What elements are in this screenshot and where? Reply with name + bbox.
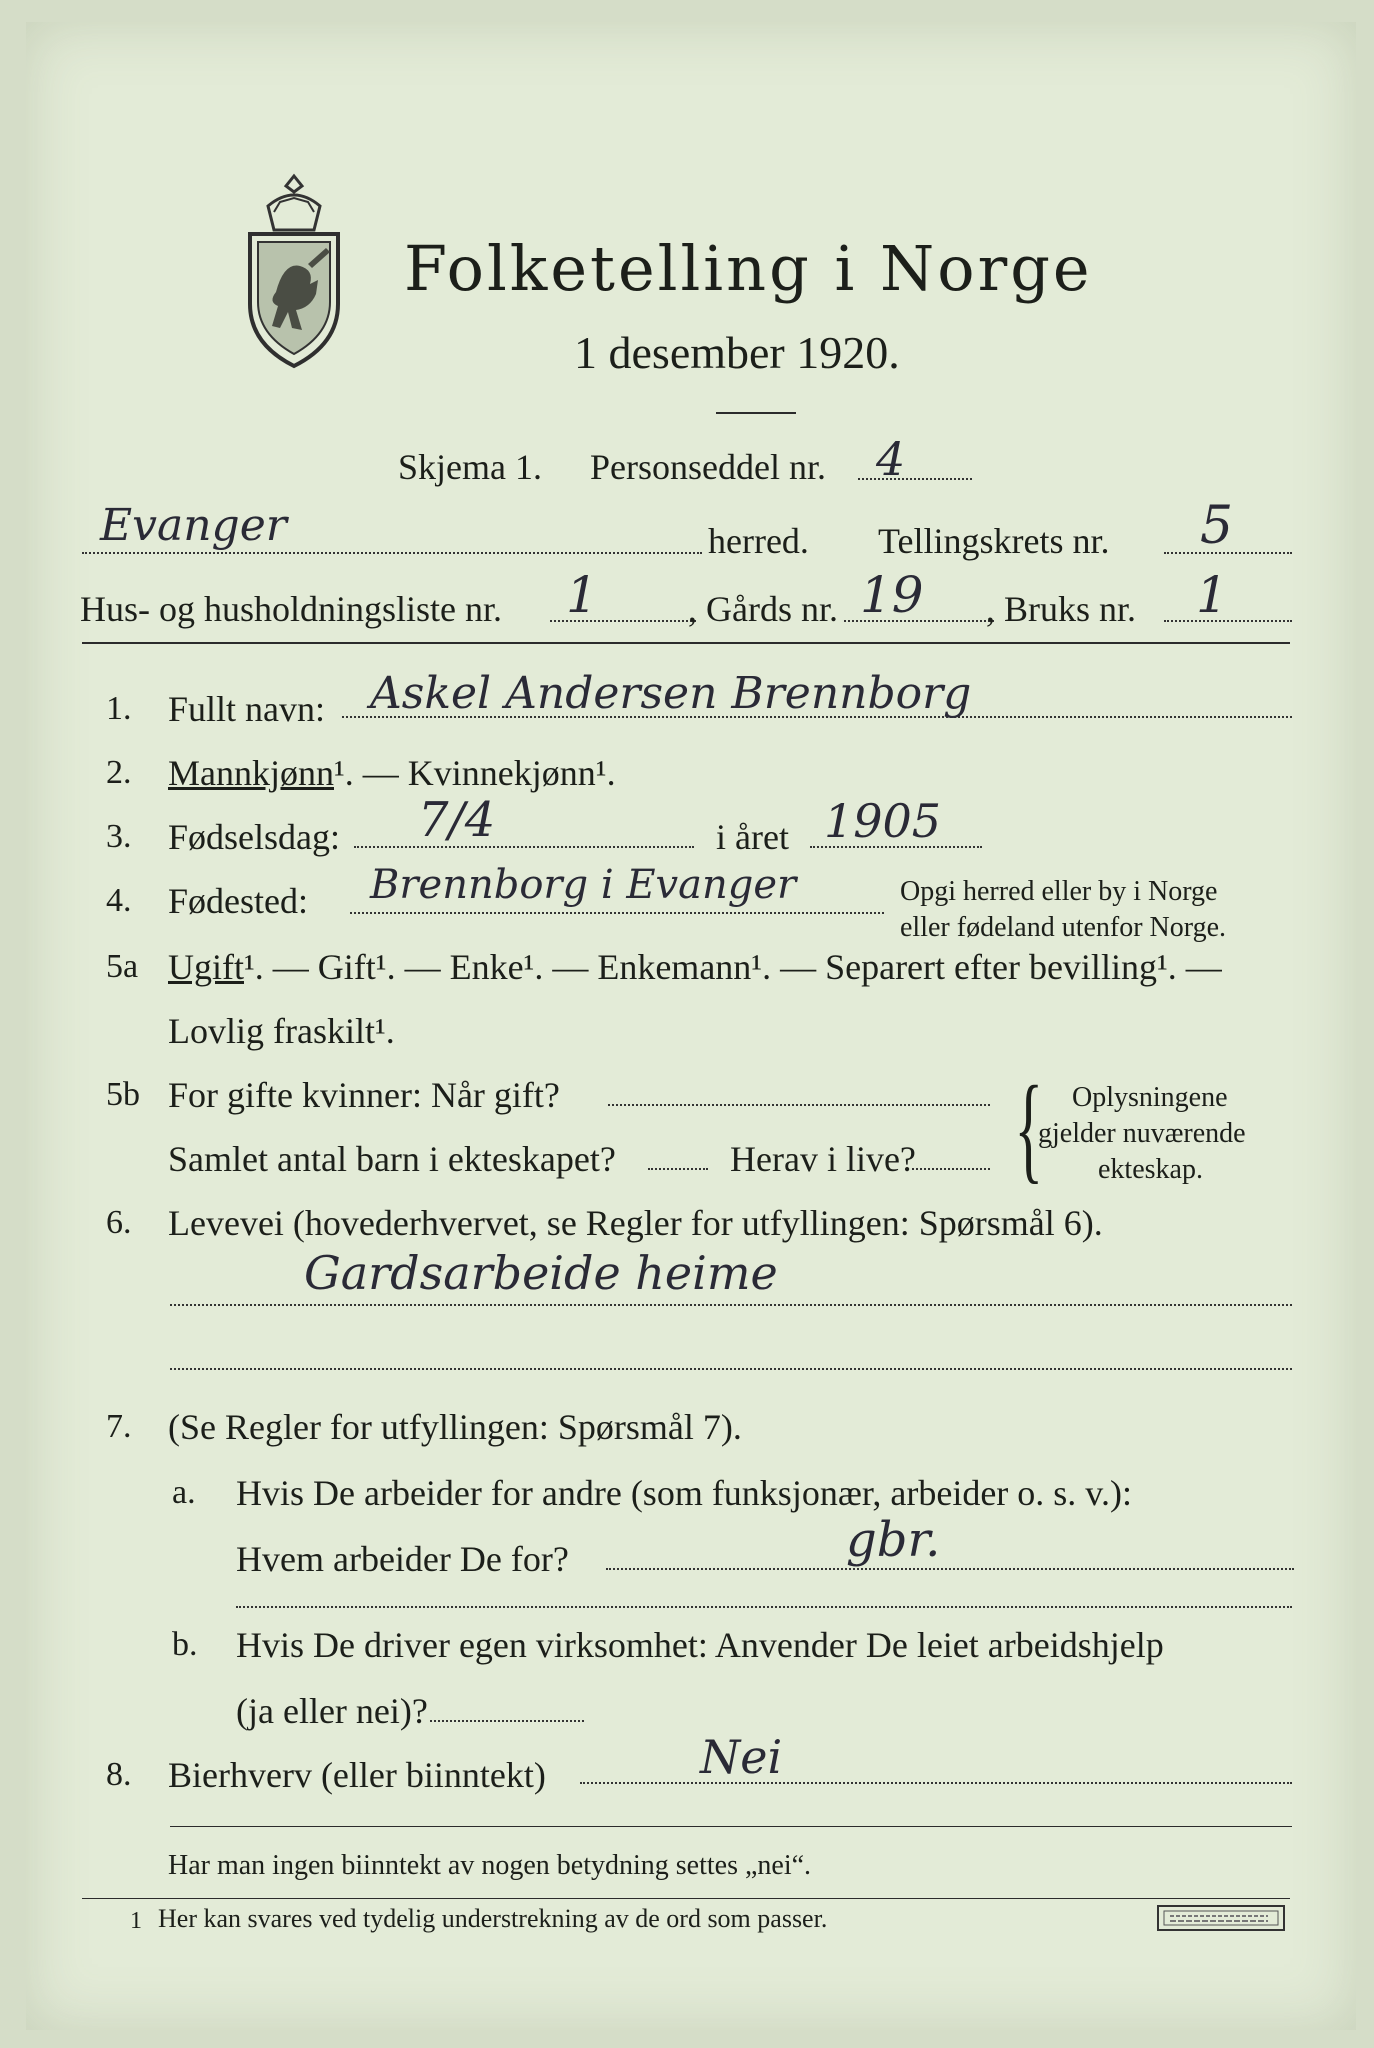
q7a-line2: Hvem arbeider De for?	[236, 1539, 569, 1579]
tellingskrets-label: Tellingskrets nr.	[878, 521, 1110, 561]
q2-number: 2.	[106, 754, 132, 791]
q7-label: (Se Regler for utfyllingen: Spørsmål 7).	[168, 1407, 742, 1447]
q5b-note-line2: gjelder nuværende	[1038, 1118, 1246, 1149]
q6-occupation: Gardsarbeide heime	[304, 1246, 778, 1300]
q3-number: 3.	[106, 818, 132, 855]
q6-label: Levevei (hovederhvervet, se Regler for utfyllingen: Spørsmål 6).	[168, 1203, 1103, 1243]
personseddel-value: 4	[876, 432, 906, 486]
q5b-note-line3: ekteskap.	[1098, 1154, 1203, 1185]
q5b-brace: {	[1014, 1061, 1044, 1194]
q5b-line2b: Herav i live?	[730, 1139, 916, 1179]
q1-label: Fullt navn:	[168, 689, 326, 729]
q2-male-selected: Mannkjønn	[168, 753, 334, 793]
form-subtitle: 1 desember 1920.	[574, 327, 900, 378]
footer-divider	[170, 1826, 1292, 1827]
q3-year-label: i året	[716, 817, 789, 857]
q1-number: 1.	[106, 690, 132, 727]
q7a-letter: a.	[172, 1474, 196, 1511]
q5a-number: 5a	[106, 948, 139, 985]
q8-label: Bierhverv (eller biinntekt)	[168, 1755, 546, 1795]
q7b-line1: Hvis De driver egen virksomhet: Anvender De leiet arbeidshjelp	[236, 1625, 1164, 1665]
q4-note-line1: Opgi herred eller by i Norge	[900, 876, 1218, 907]
bruks-label: , Bruks nr.	[986, 589, 1137, 629]
q5a-line2: Lovlig fraskilt¹.	[168, 1011, 395, 1051]
header-divider	[82, 642, 1290, 644]
husliste-label: Hus- og husholdningsliste nr.	[80, 589, 503, 629]
q5b-note-line1: Oplysningene	[1072, 1082, 1228, 1113]
q2-sex-options: Mannkjønn¹. — Kvinnekjønn¹.	[168, 753, 616, 793]
q6-number: 6.	[106, 1204, 132, 1241]
footnote-mark: 1	[130, 1908, 142, 1934]
q5b-line1: For gifte kvinner: Når gift?	[168, 1075, 560, 1115]
q5b-line2a: Samlet antal barn i ekteskapet?	[168, 1139, 616, 1179]
q7-number: 7.	[106, 1408, 132, 1445]
q4-label: Fødested:	[168, 881, 308, 921]
tellingskrets-value: 5	[1200, 496, 1234, 556]
q5a-marital-options: Ugift¹. — Gift¹. — Enke¹. — Enkemann¹. — Separert efter bevilling¹. —	[168, 947, 1222, 987]
gards-value: 19	[860, 566, 924, 624]
q7b-letter: b.	[172, 1626, 198, 1663]
printer-stamp-icon	[1156, 1904, 1286, 1932]
husliste-value: 1	[566, 566, 598, 624]
q8-side-income: Nei	[700, 1730, 783, 1784]
q7a-line1: Hvis De arbeider for andre (som funksjonær, arbeider o. s. v.):	[236, 1473, 1132, 1513]
herred-value: Evanger	[100, 500, 287, 551]
form-title: Folketelling i Norge	[404, 232, 1093, 305]
footer-note: Har man ingen biinntekt av nogen betydning settes „nei“.	[168, 1850, 812, 1881]
q5b-number: 5b	[106, 1076, 140, 1113]
herred-label: herred.	[708, 521, 809, 561]
q7a-employer: gbr.	[846, 1512, 941, 1568]
q8-number: 8.	[106, 1756, 132, 1793]
q4-number: 4.	[106, 882, 132, 919]
q3-birth-date: 7/4	[418, 792, 496, 848]
q1-full-name: Askel Andersen Brennborg	[370, 668, 972, 719]
footnote-text: Her kan svares ved tydelig understrekning av de ord som passer.	[158, 1904, 828, 1933]
q3-label: Fødselsdag:	[168, 817, 341, 857]
title-divider	[716, 412, 796, 414]
q4-note-line2: eller fødeland utenfor Norge.	[900, 912, 1227, 943]
personseddel-label: Personseddel nr.	[590, 447, 826, 487]
norway-coat-of-arms-icon	[238, 172, 350, 372]
gards-label: , Gårds nr.	[688, 589, 838, 629]
q4-birthplace: Brennborg i Evanger	[370, 862, 797, 908]
q5a-ugift-selected: Ugift	[168, 947, 244, 987]
q7b-line2: (ja eller nei)?	[236, 1691, 428, 1731]
schema-label: Skjema 1.	[398, 447, 542, 487]
q2-female: Kvinnekjønn	[407, 753, 596, 793]
bruks-value: 1	[1196, 566, 1228, 624]
q3-birth-year: 1905	[824, 794, 942, 848]
